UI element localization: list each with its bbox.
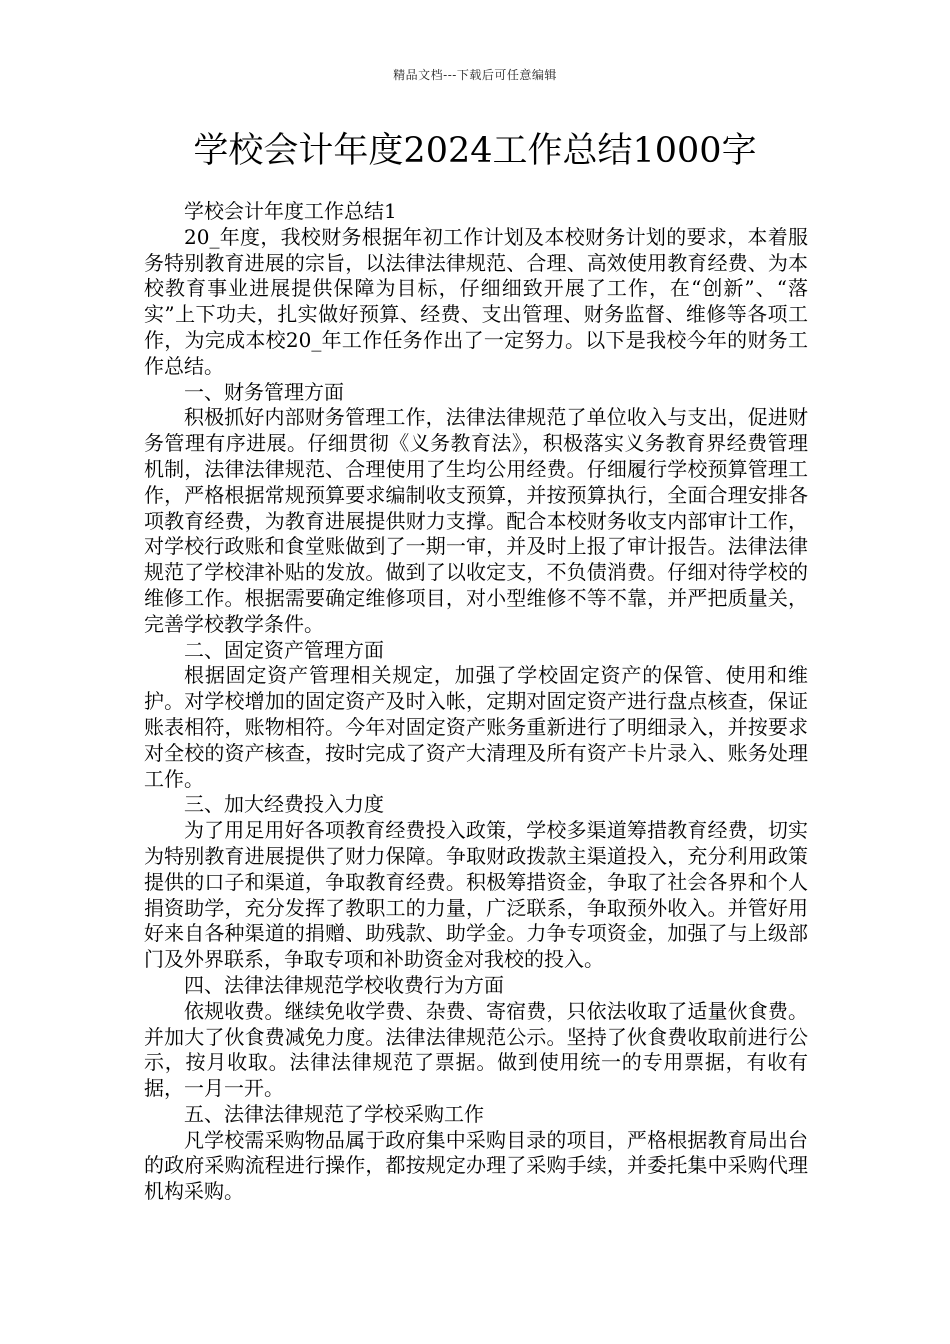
section-heading-3: 三、加大经费投入力度	[184, 792, 384, 817]
section-heading-1: 一、财务管理方面	[184, 379, 344, 404]
document-body	[144, 199, 808, 1205]
section-paragraph-2: 根据固定资产管理相关规定，加强了学校固定资产的保管、使用和维护。对学校增加的固定资产及时入帐，定期对固定资产进行盘点核查，保证账表相符，账物相符。今年对固定资产账务重新进行了明细录入，并按要求对全校的资产核查，按时完成了资产大清理及所有资产卡片录入、账务处理工作。	[144, 663, 808, 791]
section-paragraph-4: 依规收费。继续免收学费、杂费、寄宿费，只依法收取了适量伙食费。并加大了伙食费减免力度。法律法律规范公示。坚持了伙食费收取前进行公示，按月收取。法律法律规范了票据。做到使用统一的专用票据，有收有据，一月一开。	[144, 998, 808, 1101]
section-paragraph-1: 积极抓好内部财务管理工作，法律法律规范了单位收入与支出，促进财务管理有序进展。仔细贯彻《义务教育法》，积极落实义务教育界经费管理机制，法律法律规范、合理使用了生均公用经费。仔细履行学校预算管理工作，严格根据常规预算要求编制收支预算，并按预算执行，全面合理安排各项教育经费，为教育进展提供财力支撑。配合本校财务收支内部审计工作，对学校行政账和食堂账做到了一期一审，并及时上报了审计报告。法律法律规范了学校津补贴的发放。做到了以收定支，不负债消费。仔细对待学校的维修工作。根据需要确定维修项目，对小型维修不等不靠，并严把质量关，完善学校教学条件。	[144, 405, 808, 636]
section-heading-4: 四、法律法律规范学校收费行为方面	[184, 972, 504, 997]
intro-paragraph: 20_年度，我校财务根据年初工作计划及本校财务计划的要求，本着服务特别教育进展的宗旨，以法律法律规范、合理、高效使用教育经费、为本校教育事业进展提供保障为目标，仔细细致开展了工作，在“创新”、“落实”上下功夫，扎实做好预算、经费、支出管理、财务监督、维修等各项工作，为完成本校20_年工作任务作出了一定努力。以下是我校今年的财务工作总结。	[144, 224, 808, 378]
document-title: 学校会计年度2024工作总结1000字	[193, 131, 757, 171]
header-note: 精品文档---下载后可任意编辑	[393, 68, 557, 82]
section-subtitle: 学校会计年度工作总结1	[184, 199, 397, 223]
section-heading-2: 二、固定资产管理方面	[184, 637, 384, 662]
section-paragraph-5: 凡学校需采购物品属于政府集中采购目录的项目，严格根据教育局出台的政府采购流程进行操作，都按规定办理了采购手续，并委托集中采购代理机构采购。	[144, 1127, 808, 1204]
section-paragraph-3: 为了用足用好各项教育经费投入政策，学校多渠道筹措教育经费，切实为特别教育进展提供了财力保障。争取财政拨款主渠道投入，充分利用政策提供的口子和渠道，争取教育经费。积极筹措资金，争取了社会各界和个人捐资助学，充分发挥了教职工的力量，广泛联系，争取预外收入。并管好用好来自各种渠道的捐赠、助残款、助学金。力争专项资金，加强了与上级部门及外界联系，争取专项和补助资金对我校的投入。	[144, 818, 808, 972]
section-heading-5: 五、法律法律规范了学校采购工作	[184, 1101, 484, 1126]
